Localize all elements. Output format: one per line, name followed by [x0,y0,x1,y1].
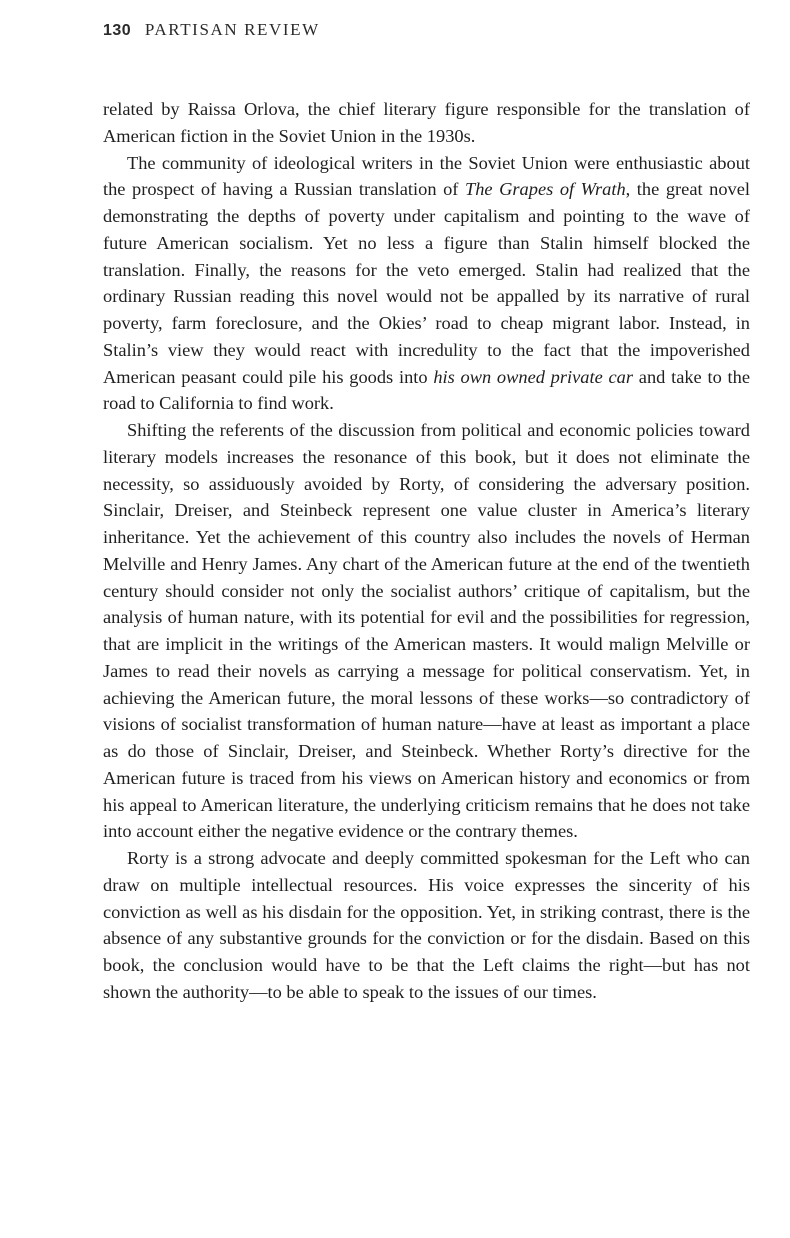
text-segment: The community of ideological writers in the Soviet Union were enthusiastic about the prospect of having a Russian translation of [103,152,750,200]
journal-title: PARTISAN REVIEW [144,20,320,39]
body-text [103,96,750,1006]
text-segment: , the great novel demonstrating the depths of poverty under capitalism and pointing to the wave of future American socialism. Yet no less a figure than Stalin himself blocked the translation. Finally, the reasons for the veto emerged. Stalin had realized that the ordinary Russian reading this novel would not be appalled by its narrative of rural poverty, farm foreclosure, and the Okies’ road to cheap migrant labor. Instead, in Stalin’s view they would react with incredulity to the fact that the impoverished American peasant could pile his goods into [103,179,751,387]
running-head [103,19,320,40]
paragraph [103,845,750,1006]
text-segment: Shifting the referents of the discussion from political and economic policies toward literary models increases the resonance of this book, but it does not eliminate the necessity, so assiduously avoided by Rorty, of considering the adversary position. Sinclair, Dreiser, and Steinbeck represent one value cluster in America’s literary inheritance. Yet the achievement of this country also includes the novels of Herman Melville and Henry James. Any chart of the American future at the end of the twentieth century should consider not only the socialist authors’ critique of capitalism, but the analysis of human nature, with its potential for evil and the possibilities for regression, that are implicit in the writings of the American masters. It would malign Melville or James to read their novels as carrying a message for political conservatism. Yet, in achieving the American future, the moral lessons of these works—so contradictory of visions of socialist transformation of human nature—have at least as important a place as do those of Sinclair, Dreiser, and Steinbeck. Whether Rorty’s directive for the American future is traced from his views on American history and economics or from his appeal to American literature, the underlying criticism remains that he does not take into account either the negative evidence or the contrary themes. [103,420,750,842]
text-segment: related by Raissa Orlova, the chief literary figure responsible for the translation of American fiction in the Soviet Union in the 1930s. [103,99,750,146]
book-title-italic: The Grapes of Wrath [464,179,626,200]
page-number: 130 [103,22,132,39]
paragraph [103,150,750,418]
paragraph [103,417,750,845]
paragraph [103,96,750,150]
emphasis-italic: his own owned private car [433,366,634,387]
text-segment: and take to the road to California to find work. [103,366,750,414]
text-segment: Rorty is a strong advocate and deeply committed spokesman for the Left who can draw on multiple intellectual resources. His voice expresses the sincerity of his conviction as well as his disdain for the opposition. Yet, in striking contrast, there is the absence of any substantive grounds for the conviction or for the disdain. Based on this book, the conclusion would have to be that the Left claims the right—but has not shown the authority—to be able to speak to the issues of our times. [103,848,750,1002]
